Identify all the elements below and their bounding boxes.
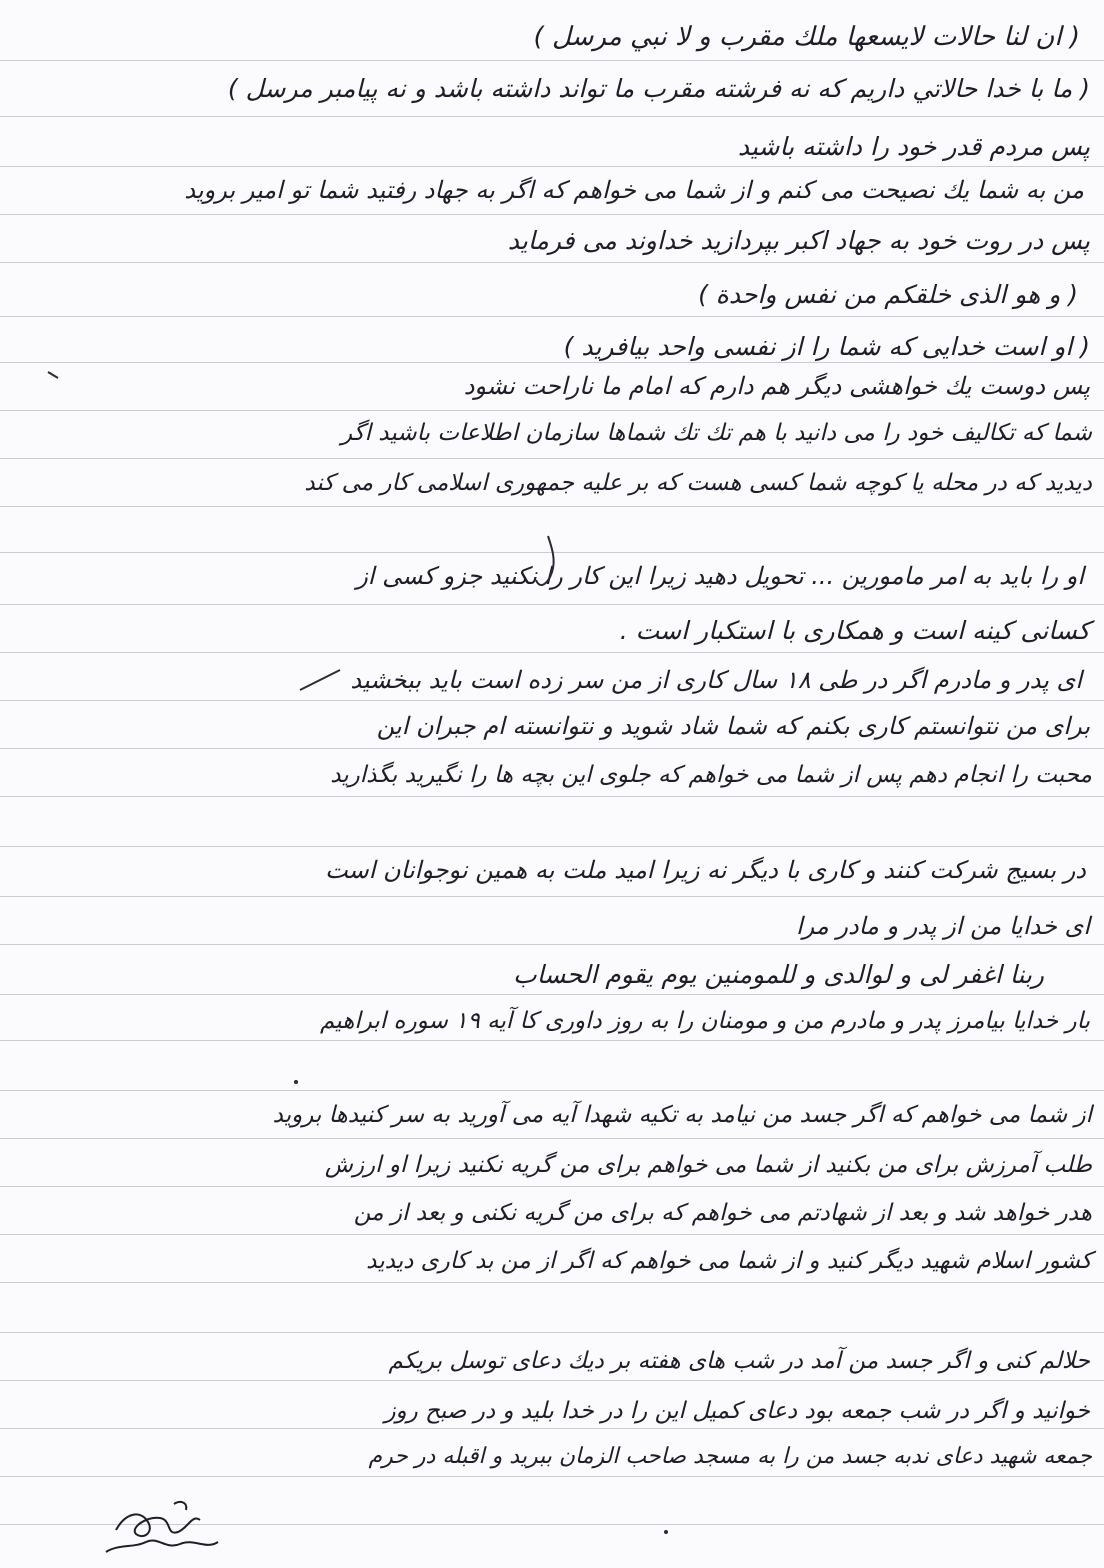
letter-line-18: ربنا اغفر لى و لوالدى و للمومنين يوم يقوم الحساب bbox=[513, 960, 1044, 989]
ruled-line bbox=[0, 748, 1104, 749]
ruled-line bbox=[0, 410, 1104, 411]
letter-line-26: جمعه شهيد دعاى ندبه جسد من را به مسجد صاحب الزمان ببريد و اقبله در حرم bbox=[368, 1444, 1092, 1469]
ruled-line bbox=[0, 262, 1104, 263]
ruled-line bbox=[0, 1332, 1104, 1333]
ruled-line bbox=[0, 994, 1104, 995]
ruled-line bbox=[0, 1234, 1104, 1235]
letter-line-2: ( ما با خدا حالاتي داريم كه نه فرشته مقرب ما تواند داشته باشد و نه پيامبر مرسل ) bbox=[227, 74, 1090, 103]
ruled-line bbox=[0, 604, 1104, 605]
ruled-line bbox=[0, 846, 1104, 847]
letter-line-23: كشور اسلام شهيد ديگر كنيد و از شما مى خواهم كه اگر از من بد كارى ديديد bbox=[366, 1248, 1092, 1274]
ruled-line bbox=[0, 1090, 1104, 1091]
ruled-line bbox=[0, 1138, 1104, 1139]
letter-line-12: كسانى كينه است و همكارى با استكبار است . bbox=[619, 616, 1090, 645]
ruled-line bbox=[0, 796, 1104, 797]
letter-line-17: اى خدايا من از پدر و مادر مرا bbox=[796, 912, 1090, 940]
letter-line-6: ( و هو الذى خلقكم من نفس واحدة ) bbox=[698, 280, 1078, 309]
ruled-line bbox=[0, 1476, 1104, 1477]
ruled-line bbox=[0, 316, 1104, 317]
letter-line-5: پس در روت خود به جهاد اكبر بپردازيد خداوند مى فرمايد bbox=[507, 226, 1090, 255]
ruled-line bbox=[0, 1380, 1104, 1381]
ruled-line bbox=[0, 896, 1104, 897]
ruled-line bbox=[0, 652, 1104, 653]
ruled-line bbox=[0, 116, 1104, 117]
ruled-line bbox=[0, 214, 1104, 215]
letter-line-22: هدر خواهد شد و بعد از شهادتم مى خواهم كه براى من گريه نكنى و بعد از من bbox=[353, 1200, 1092, 1226]
ruled-line bbox=[0, 362, 1104, 363]
letter-line-20: از شما مى خواهم كه اگر جسد من نيامد به تكيه شهدا آيه مى آوريد به سر كنيدها برويد bbox=[272, 1102, 1092, 1128]
letter-line-4: من به شما يك نصيحت مى كنم و از شما مى خواهم كه اگر به جهاد رفتيد شما تو امير برويد bbox=[184, 176, 1084, 204]
ruled-line bbox=[0, 552, 1104, 553]
letter-line-15: محبت را انجام دهم پس از شما مى خواهم كه جلوى اين بچه ها را نگيريد بگذاريد bbox=[330, 762, 1092, 788]
ruled-line bbox=[0, 1186, 1104, 1187]
ruled-line bbox=[0, 60, 1104, 61]
ruled-line bbox=[0, 1428, 1104, 1429]
letter-line-10: ديديد كه در محله يا كوچه شما كسى هست كه بر عليه جمهورى اسلامى كار مى كند bbox=[304, 470, 1092, 496]
letter-line-11: او را بايد به امر مامورين ... تحويل دهيد زيرا اين كار را نكنيد جزو كسى از bbox=[356, 562, 1084, 590]
letter-line-25: خوانيد و اگر در شب جمعه بود دعاى كميل اين را در خدا بليد و در صبح روز bbox=[384, 1398, 1090, 1424]
letter-line-8: پس دوست يك خواهشى ديگر هم دارم كه امام ما ناراحت نشود bbox=[463, 372, 1090, 400]
letter-line-3: پس مردم قدر خود را داشته باشيد bbox=[737, 132, 1090, 161]
ruled-line bbox=[0, 458, 1104, 459]
ruled-line bbox=[0, 506, 1104, 507]
letter-line-14: براى من نتوانستم كارى بكنم كه شما شاد شويد و نتوانسته ام جبران اين bbox=[376, 712, 1090, 740]
ruled-line bbox=[0, 700, 1104, 701]
ruled-line bbox=[0, 166, 1104, 167]
ruled-line bbox=[0, 1040, 1104, 1041]
letter-line-24: حلالم كنى و اگر جسد من آمد در شب هاى هفته بر ديك دعاى توسل بريكم bbox=[388, 1348, 1090, 1374]
letter-line-7: ( او است خدايى كه شما را از نفسى واحد بيافريد ) bbox=[563, 332, 1090, 361]
ruled-line bbox=[0, 944, 1104, 945]
letter-line-1: ( ان لنا حالات لايسعها ملك مقرب و لا نبي مرسل ) bbox=[533, 22, 1080, 52]
letter-line-16: در بسيج شركت كنند و كارى با ديگر نه زيرا اميد ملت به همين نوجوانان است bbox=[325, 856, 1086, 884]
letter-line-9: شما كه تكاليف خود را مى دانيد با هم تك تك شماها سازمان اطلاعات باشيد اگر bbox=[340, 420, 1092, 446]
signature bbox=[96, 1492, 246, 1562]
ruled-line bbox=[0, 1282, 1104, 1283]
letter-line-19: بار خدايا بيامرز پدر و مادرم من و مومنان را به روز داورى كا آيه ١٩ سوره ابراهيم bbox=[319, 1008, 1090, 1034]
letter-line-13: اى پدر و مادرم اگر در طى ١٨ سال كارى از من سر زده است بايد ببخشيد bbox=[350, 666, 1082, 694]
letter-line-21: طلب آمرزش براى من بكنيد از شما مى خواهم براى من گريه نكنيد زيرا او ارزش bbox=[324, 1152, 1092, 1178]
